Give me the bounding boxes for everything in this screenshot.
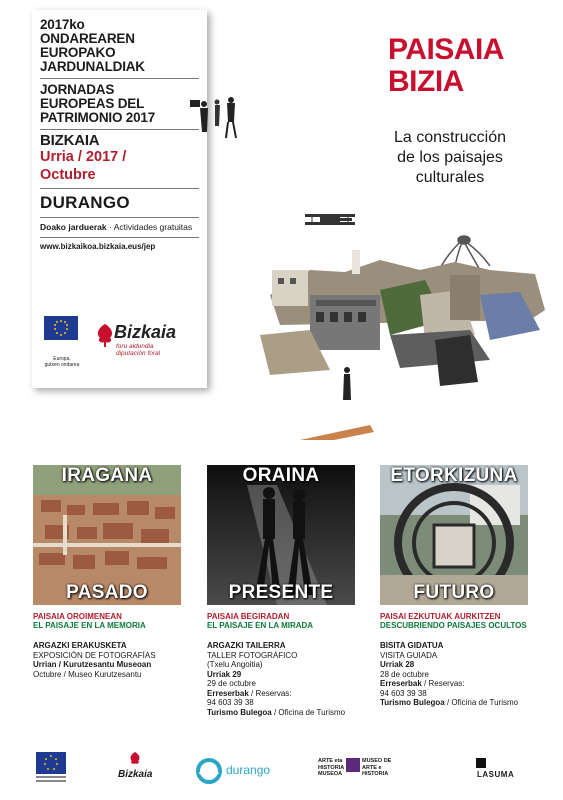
title-line: BIZIA — [388, 65, 464, 98]
landscape-collage-illustration — [250, 200, 550, 440]
panel-heading-spanish: DESCUBRIENDO PAISAJES OCULTOS — [380, 621, 527, 630]
bizkaia-logo: Bizkaia — [114, 322, 177, 342]
detail-line: Octubre / Museo Kurutzesantu — [33, 669, 142, 679]
activities-line — [40, 222, 199, 233]
event-title-spanish — [40, 83, 199, 125]
lasuma-logo — [476, 758, 526, 786]
detail-line: 94 603 39 38 — [380, 688, 427, 698]
subtitle-line: La construcción — [393, 129, 507, 146]
eu-flag-icon — [44, 316, 78, 340]
durango-word: durango — [226, 763, 271, 777]
panel-future — [380, 465, 528, 708]
title-line: JARDUNALDIAK — [40, 59, 145, 74]
panel-heading-spanish: EL PAISAJE EN LA MEMORIA — [33, 621, 146, 630]
museum-spanish-name: MUSEO DE ARTE e HISTORIA — [362, 758, 392, 777]
detail-line: BISITA GIDATUA — [380, 641, 444, 650]
date-line-1: Urria / 2017 / — [40, 149, 127, 165]
event-info-card — [32, 10, 207, 388]
durango-swirl-icon — [196, 758, 222, 784]
card-logos — [42, 316, 202, 376]
divider — [40, 129, 199, 130]
detail-line: (Txelu Angoitia) — [207, 660, 263, 669]
detail-line: Urrian / Kurutzesantu Museoan — [33, 660, 152, 669]
panel-heading-basque: PAISAI EZKUTUAK AURKITZEN — [380, 612, 501, 621]
lasuma-word: LASUMA — [477, 770, 515, 779]
panel-top-label: ETORKIZUNA — [390, 465, 518, 486]
poster-title — [388, 34, 504, 98]
activities-basque: Doako jarduerak — [40, 222, 107, 232]
museum-square-icon — [346, 758, 360, 772]
title-line: EUROPEAS DEL — [40, 96, 145, 111]
poster-subtitle — [390, 128, 510, 188]
region-name: BIZKAIA — [40, 132, 100, 149]
detail-suffix: / Reservas: — [248, 688, 292, 698]
date-line-2: Octubre — [40, 167, 96, 183]
detail-line: ARGAZKI TAILERRA — [207, 641, 286, 650]
subtitle-line: de los paisajes — [397, 149, 503, 166]
divider — [40, 217, 199, 218]
panel-heading-basque: PAISAIA OROIMENEAN — [33, 612, 122, 621]
detail-line — [380, 679, 528, 689]
title-line: PAISAIA — [388, 33, 504, 66]
divider — [40, 237, 199, 238]
eu-caption — [42, 356, 82, 368]
bizkaia-subtitle — [116, 343, 160, 357]
detail-line: 28 de octubre — [380, 669, 429, 679]
title-line: EUROPAKO — [40, 45, 116, 60]
detail-line: 94 603 39 38 — [207, 698, 254, 707]
detail-line — [207, 708, 355, 718]
museum-basque-name: ARTE eta HISTORIA MUSEOA — [318, 758, 344, 777]
detail-line — [207, 689, 355, 699]
website-link[interactable]: www.bizkaikoa.bizkaia.eus/jep — [40, 242, 156, 251]
durango-logo — [196, 758, 276, 784]
activities-spanish: Actividades gratuitas — [113, 222, 193, 232]
subtitle-line: culturales — [415, 169, 485, 186]
divider — [40, 188, 199, 189]
detail-line: 29 de octubre — [207, 679, 256, 688]
detail-bold: Turismo Bulegoa — [380, 698, 445, 707]
eu-caption-line: Europa, — [53, 356, 71, 362]
present-photo — [207, 465, 355, 605]
detail-line: VISITA GUIADA — [380, 650, 438, 660]
panel-past — [33, 465, 181, 679]
detail-suffix: / Oficina de Turismo — [444, 698, 519, 707]
panel-top-label: ORAINA — [242, 465, 320, 486]
detail-line: ARGAZKI ERAKUSKETA — [33, 641, 127, 650]
panel-top-label: IRAGANA — [61, 465, 153, 486]
figures-silhouette-illustration — [190, 92, 250, 140]
sponsor-logos — [0, 750, 563, 795]
bizkaia-sub-line: foru aldundia — [116, 343, 154, 350]
panel-heading-spanish: EL PAISAJE EN LA MIRADA — [207, 621, 314, 630]
detail-bold: Erreserbak — [207, 688, 249, 698]
biplane-icon — [305, 214, 355, 225]
detail-suffix: / Reservas: — [421, 679, 465, 688]
separator: · — [106, 222, 114, 232]
panel-bottom-label: PRESENTE — [228, 582, 334, 603]
future-photo — [380, 465, 528, 605]
panel-present — [207, 465, 355, 717]
bizkaia-word: Bizkaia — [118, 769, 153, 780]
lasuma-square-icon — [476, 758, 486, 768]
panel-details — [207, 641, 355, 717]
divider — [40, 78, 199, 79]
bizkaia-sub-line: diputación foral — [116, 350, 161, 357]
panel-bottom-label: PASADO — [66, 582, 148, 603]
bizkaia-tree-icon — [94, 322, 116, 348]
past-photo — [33, 465, 181, 605]
title-line: JORNADAS — [40, 82, 115, 97]
eu-logo-icon — [36, 752, 66, 784]
detail-line — [380, 698, 528, 708]
title-line: 2017ko — [40, 17, 85, 32]
detail-line: EXPOSICIÓN DE FOTOGRAFÍAS — [33, 650, 156, 660]
panel-details — [380, 641, 528, 708]
panel-bottom-label: FUTURO — [413, 582, 495, 603]
detail-line: TALLER FOTOGRÁFICO — [207, 650, 298, 660]
detail-bold: Erreserbak — [380, 679, 422, 688]
title-line: ONDAREAREN — [40, 31, 135, 46]
event-title-basque — [40, 18, 199, 74]
title-line: PATRIMONIO 2017 — [40, 110, 156, 125]
eu-caption-line: gutxen ondarea — [44, 362, 80, 368]
town-name: DURANGO — [40, 193, 130, 212]
panel-details — [33, 641, 181, 679]
detail-line: Urriak 28 — [380, 660, 415, 669]
panel-heading-basque: PAISAIA BEGIRADAN — [207, 612, 290, 621]
museum-logo — [318, 756, 418, 786]
detail-suffix: / Oficina de Turismo — [271, 707, 346, 717]
footer-bizkaia-logo — [118, 750, 154, 790]
bizkaia-tree-icon — [128, 750, 142, 768]
detail-bold: Turismo Bulegoa — [207, 707, 272, 717]
detail-line: Urriak 29 — [207, 669, 242, 679]
